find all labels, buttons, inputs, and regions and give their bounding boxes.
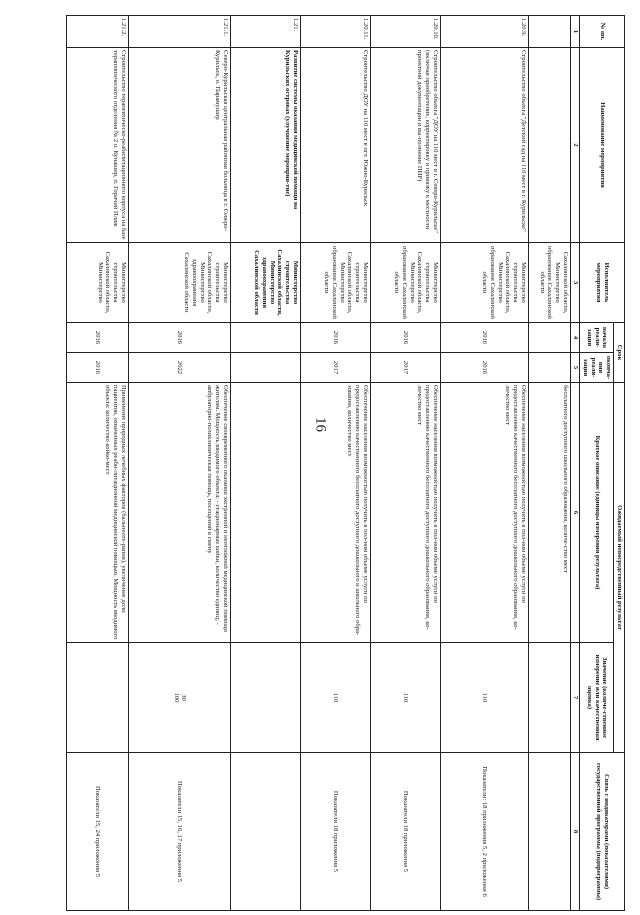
row-number: 1.20.11.: [301, 16, 371, 48]
col-number: 5: [571, 353, 580, 383]
header-end: оконча-ния реали-зации: [580, 353, 614, 383]
row-value: 110: [301, 643, 371, 753]
row-executor: Министерство строительства Сахалинской области, Министерство образования Сахалинской области: [301, 243, 371, 323]
measures-table: [66, 15, 625, 911]
row-description: Применение природных лечебных факторов (бальнеоте-рапия), увеличение доли пациентов, охваченных реаби-литационной медицинской помощью. Мощность вводимого объекта: количество койко-мест: [67, 383, 129, 643]
row-name: Строительство терапевтическо-реабилитационного корпуса на базе терапевтического отделения № 2 о. Кунашир, п. Горячий Пляж: [67, 48, 129, 243]
row-value: 110: [371, 643, 441, 753]
table-row: [441, 16, 529, 911]
row-number: 1.21.2.: [67, 16, 129, 48]
row-link: Показатели 18 приложения 5: [301, 753, 371, 911]
row-end: 2022: [129, 353, 231, 383]
row-start: [231, 323, 301, 353]
header-executor: Исполнитель мероприятия: [580, 243, 625, 323]
header-term: Срок: [614, 323, 625, 383]
table-row: [231, 16, 301, 911]
row-end: 2017: [371, 353, 441, 383]
row-end: 2016: [67, 353, 129, 383]
col-number: 2: [571, 48, 580, 243]
row-end: [231, 353, 301, 383]
row-start: 2016: [441, 323, 529, 353]
row-number: [529, 16, 571, 48]
col-number: 3: [571, 243, 580, 323]
header-desc: Краткое описание (единицы измерения результата): [580, 383, 614, 643]
row-executor: Министерство строительства Сахалинской области, Министерство: [67, 243, 129, 323]
row-description: Обеспечение населения возможностью получить в пол-ном объеме услуги по предоставлению качественного бесплатного доступного дошкольного и школьного обра-зования, количество мест: [301, 383, 371, 643]
col-number: 4: [571, 323, 580, 353]
row-end: 2017: [301, 353, 371, 383]
header-result: Ожидаемый непосредственный результат: [614, 383, 625, 753]
header-value: Значение (количе-ственное измерение или качественная оценка): [580, 643, 614, 753]
row-link: Показатели: 18 приложения 5, 2 приложения 6: [441, 753, 529, 911]
row-start: 2016: [301, 323, 371, 353]
table-row: [129, 16, 231, 911]
row-link: Показатели 15, 24 приложения 5: [67, 753, 129, 911]
col-number: 1: [571, 16, 580, 48]
row-number: 1.21.1.: [129, 16, 231, 48]
row-name: Строительство ДОУ на 110 мест в пгт. Южно-Курильск: [301, 48, 371, 243]
header-link: Связь с индикаторами (показателями) государственной программы (подпрограммы): [580, 753, 625, 911]
header-row-1: [614, 16, 625, 911]
row-link: Показатели 18 приложения 5: [371, 753, 441, 911]
row-value: 110: [441, 643, 529, 753]
row-executor: Сахалинской области, Министерство образования Сахалинской области: [529, 243, 571, 323]
row-link: [231, 753, 301, 911]
row-name: Развитие системы оказания медицинской помощи на Курильских островах (улучшение мероприя-тие): [231, 48, 301, 243]
row-description: [231, 383, 301, 643]
row-name: Строительство объекта "ДОУ на 110 мест в г. Северо-Курильске" (включая приобретение, корректировку и привязку к местности проектной документации и вы-полнение ПИР): [371, 48, 441, 243]
rotated-table-container: [94, 10, 625, 915]
table-row: [529, 16, 571, 911]
row-executor: Министерство строительства Сахалинской области, Министерство здравоохранения Сахалинской области: [231, 243, 301, 323]
row-value: [67, 643, 129, 753]
col-number: 6: [571, 383, 580, 643]
col-number: 8: [571, 753, 580, 911]
row-end: [529, 353, 571, 383]
row-executor: Министерство строительства Сахалинской области, Министерство здравоохранения Сахалинской области: [129, 243, 231, 323]
page-number: 16: [312, 417, 329, 432]
row-number: 1.21.: [231, 16, 301, 48]
table-row: [301, 16, 371, 911]
row-value: 30 100: [129, 643, 231, 753]
row-name: Строительство объекта "Детский сад на 110 мест в г. Курильске": [441, 48, 529, 243]
row-value: [231, 643, 301, 753]
row-name: Северо-Курильская центральная районная больница в г. Северо-Курильск, о. Парамушир: [129, 48, 231, 243]
col-number: 7: [571, 643, 580, 753]
column-numbers-row: [571, 16, 580, 911]
table-row: [371, 16, 441, 911]
header-start: начала реали-зации: [580, 323, 614, 353]
row-executor: Министерство строительства Сахалинской области, Министерство образования Сахалинской области: [371, 243, 441, 323]
row-link: [529, 753, 571, 911]
row-description: Обеспечение населения возможностью получить в пол-ном объеме услуги по предоставлению качественного бесплатного доступного дошкольного образования, ко-личество мест: [441, 383, 529, 643]
header-name: Наименование мероприятия: [580, 48, 625, 243]
table-row: [67, 16, 129, 911]
row-description: бесплатного доступного школьного образования, количе-ство мест: [529, 383, 571, 643]
row-start: 2016: [67, 323, 129, 353]
row-number: 1.20.10.: [371, 16, 441, 48]
row-description: Обеспечение населения возможностью получить в пол-ном объеме услуги по предоставлению качественного бесплатного доступного дошкольного образования, ко-личество мест: [371, 383, 441, 643]
row-link: Показатели 15, 16, 17 приложения 5: [129, 753, 231, 911]
row-executor: Министерство строительства Сахалинской области, Министерство образования Сахалинской области: [441, 243, 529, 323]
row-number: 1.20.9.: [441, 16, 529, 48]
table-body: [67, 16, 571, 911]
header-num: № пп.: [580, 16, 625, 48]
row-value: [529, 643, 571, 753]
row-start: 2016: [129, 323, 231, 353]
row-description: Обеспечение своевременного оказания экстренной и неотложной медицинской помощи жителям. Мощность вводимого объекта: - стационарные койки, количество единиц; - амбулаторно-поликлиническая помощь, посещений в смену: [129, 383, 231, 643]
row-name: [529, 48, 571, 243]
row-start: [529, 323, 571, 353]
row-start: 2016: [371, 323, 441, 353]
row-end: 2016: [441, 353, 529, 383]
